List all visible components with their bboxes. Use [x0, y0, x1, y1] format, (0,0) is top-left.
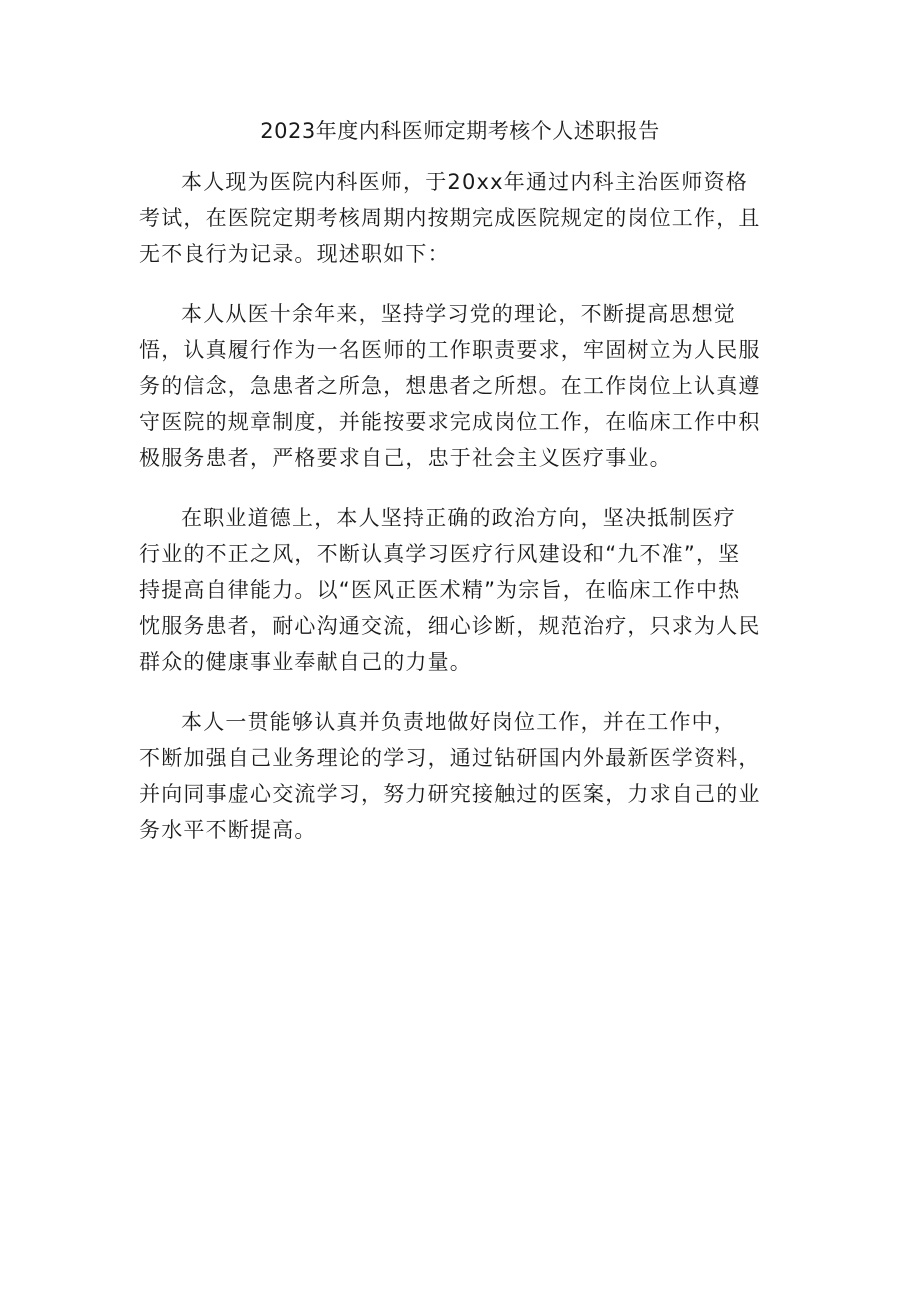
- text-line: 极服务患者，严格要求自己，忠于社会主义医疗事业。: [139, 446, 672, 470]
- text-line: 并向同事虚心交流学习，努力研究接触过的医案，力求自己的业: [139, 782, 761, 806]
- text-line: 行业的不正之风，不断认真学习医疗行风建设和“九不准”，坚: [139, 542, 741, 566]
- paragraph-work-attitude: [139, 296, 787, 476]
- text-line: 务的信念，急患者之所急，想患者之所想。在工作岗位上认真遵: [139, 374, 761, 398]
- text-line: 本人现为医院内科医师，于20xx年通过内科主治医师资格: [181, 170, 748, 194]
- paragraph-continuous-learning: [139, 704, 787, 848]
- text-line: 悟，认真履行作为一名医师的工作职责要求，牢固树立为人民服: [139, 338, 761, 362]
- paragraph-professional-ethics: [139, 500, 787, 680]
- paragraph-intro: [139, 164, 787, 272]
- text-line: 不断加强自己业务理论的学习，通过钻研国内外最新医学资料，: [139, 746, 761, 770]
- text-line: 持提高自律能力。以“医风正医术精”为宗旨，在临床工作中热: [139, 578, 741, 602]
- text-line: 本人从医十余年来，坚持学习党的理论，不断提高思想觉: [181, 302, 736, 326]
- text-line: 忱服务患者，耐心沟通交流，细心诊断，规范治疗，只求为人民: [139, 614, 761, 638]
- text-line: 本人一贯能够认真并负责地做好岗位工作，并在工作中，: [181, 710, 736, 734]
- document-body: [139, 164, 787, 872]
- text-line: 考试，在医院定期考核周期内按期完成医院规定的岗位工作，且: [139, 206, 761, 230]
- text-line: 守医院的规章制度，并能按要求完成岗位工作，在临床工作中积: [139, 410, 761, 434]
- document-title: 2023年度内科医师定期考核个人述职报告: [260, 119, 660, 143]
- text-line: 在职业道德上，本人坚持正确的政治方向，坚决抵制医疗: [181, 506, 736, 530]
- text-line: 群众的健康事业奉献自己的力量。: [139, 650, 472, 674]
- text-line: 无不良行为记录。现述职如下：: [139, 242, 450, 266]
- text-line: 务水平不断提高。: [139, 818, 317, 842]
